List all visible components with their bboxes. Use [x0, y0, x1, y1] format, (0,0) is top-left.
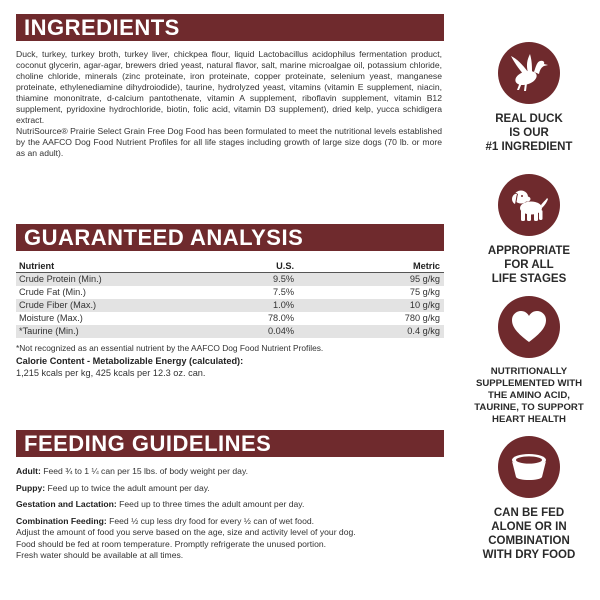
nutrient-cell: Crude Fiber (Max.)	[16, 299, 236, 312]
table-row	[16, 312, 444, 325]
metric-value-cell: 0.4 g/kg	[298, 325, 444, 338]
badge-line: NUTRITIONALLY	[490, 366, 568, 377]
table-row	[16, 286, 444, 299]
badge-line: SUPPLEMENTED WITH	[475, 378, 583, 389]
feeding-guidelines-body	[16, 466, 444, 562]
badge-line: REAL DUCK	[495, 113, 563, 125]
column-header-nutrient: Nutrient	[16, 260, 236, 273]
ingredients-section	[16, 14, 444, 159]
badge-taurine	[458, 296, 600, 426]
badge-line: ALONE OR IN	[491, 521, 567, 533]
feeding-note: Food should be fed at room temperature. Promptly refrigerate the unused portion.	[16, 538, 327, 549]
table-row	[16, 273, 444, 286]
badge-line: COMBINATION	[488, 535, 570, 547]
us-value-cell: 9.5%	[236, 273, 298, 286]
badge-line: THE AMINO ACID,	[488, 390, 570, 401]
feeding-line-adult	[16, 466, 444, 478]
nutrient-cell: Crude Fat (Min.)	[19, 287, 86, 297]
column-header-us: U.S.	[236, 260, 298, 273]
taurine-footnote: *Not recognized as an essential nutrient by the AAFCO Dog Food Nutrient Profiles.	[16, 342, 324, 353]
metric-value-cell: 10 g/kg	[298, 299, 444, 312]
badge-line: WITH DRY FOOD	[482, 549, 576, 561]
guaranteed-analysis-section	[16, 224, 444, 378]
badge-line: HEART HEALTH	[492, 414, 566, 425]
badge-line: IS OUR	[509, 127, 549, 139]
badge-line: CAN BE FED	[493, 507, 565, 519]
badge-life-stages	[458, 174, 600, 286]
badge-real-duck	[458, 42, 600, 154]
metric-value-cell: 95 g/kg	[298, 273, 444, 286]
ingredients-body	[16, 49, 444, 159]
badge-combination	[458, 436, 600, 562]
metric-value-cell: 75 g/kg	[409, 287, 440, 297]
ingredients-heading: INGREDIENTS	[16, 14, 444, 41]
us-value-cell: 0.04%	[236, 325, 298, 338]
table-header-row	[16, 260, 444, 273]
us-value-cell: 78.0%	[267, 313, 294, 323]
badge-caption	[458, 366, 600, 426]
feeding-note: Adjust the amount of food you serve based on the age, size and activity level of your dog.	[16, 527, 356, 537]
badge-line: FOR ALL	[504, 259, 554, 271]
badge-caption	[458, 112, 600, 154]
guaranteed-analysis-table	[16, 260, 444, 338]
duck-icon	[498, 42, 560, 104]
feeding-label: Gestation and Lactation:	[16, 499, 117, 509]
heart-icon	[498, 296, 560, 358]
column-header-metric: Metric	[298, 260, 444, 273]
feeding-line-combination	[16, 516, 444, 528]
badge-caption	[458, 244, 600, 286]
guaranteed-analysis-heading: GUARANTEED ANALYSIS	[16, 224, 444, 251]
us-value-cell: 1.0%	[236, 299, 298, 312]
feeding-text: Feed ¾ to 1 ¼ can per 15 lbs. of body weight per day.	[40, 466, 249, 476]
metric-value-cell: 780 g/kg	[404, 313, 440, 323]
feeding-guidelines-heading: FEEDING GUIDELINES	[16, 430, 444, 457]
nutrient-cell: Moisture (Max.)	[19, 313, 83, 323]
badge-line: APPROPRIATE	[487, 245, 571, 257]
calorie-content-title: Calorie Content - Metabolizable Energy (calculated):	[16, 355, 244, 366]
table-row	[16, 299, 444, 312]
badge-line: #1 INGREDIENT	[485, 141, 573, 153]
nutrient-cell: *Taurine (Min.)	[16, 325, 236, 338]
us-value-cell: 7.5%	[273, 287, 294, 297]
aafco-statement: NutriSource® Prairie Select Grain Free Dog Food has been formulated to meet the nutritional levels established by the AAFCO Dog Food Nutrient Profiles for all life stages including growth of large size dogs (70 lb. or more as an adult).	[16, 126, 442, 158]
feeding-line-puppy	[16, 483, 444, 495]
badge-line: TAURINE, TO SUPPORT	[474, 402, 584, 413]
puppy-icon	[498, 174, 560, 236]
feeding-label: Combination Feeding:	[16, 515, 107, 526]
feeding-line-gestation	[16, 499, 444, 511]
feeding-label: Puppy:	[16, 482, 46, 493]
badge-line: LIFE STAGES	[491, 273, 567, 285]
feeding-guidelines-section	[16, 430, 444, 562]
badge-caption	[458, 506, 600, 562]
feeding-text: Feed up to twice the adult amount per day.	[45, 482, 210, 493]
feeding-text: Feed up to three times the adult amount per day.	[116, 499, 305, 509]
calorie-content-value: 1,215 kcals per kg, 425 kcals per 12.3 oz. can.	[16, 367, 206, 378]
feeding-note: Fresh water should be available at all times.	[16, 550, 184, 560]
ingredients-list: Duck, turkey, turkey broth, turkey liver, chickpea flour, liquid Lactobacillus acidophilus fermentation product, coconut glycerin, agar-agar, brewers dried yeast, natural flavor, salt, marine microalgae oil, potassium chloride, choline chloride, minerals (zinc proteinate, iron proteinate, copper proteinate, selenium yeast, manganese proteinate, ethylenediamine dihydroiodide), taurine, hydrolyzed yeast, vitamins (vitamin E supplement, niacin, thiamine mononitrate, d-calcium pantothenate, vitamin A supplement, riboflavin supplement, vitamin B12 supplement, pyridoxine hydrochloride, biotin, folic acid, vitamin D3 supplement), dried kelp, yucca schidigera extract.	[16, 49, 442, 125]
feeding-label: Adult:	[16, 466, 41, 476]
table-row	[16, 325, 444, 338]
feeding-text: Feed ½ cup less dry food for every ½ can of wet food.	[106, 515, 315, 526]
bowl-icon	[498, 436, 560, 498]
nutrient-cell: Crude Protein (Min.)	[16, 273, 236, 286]
